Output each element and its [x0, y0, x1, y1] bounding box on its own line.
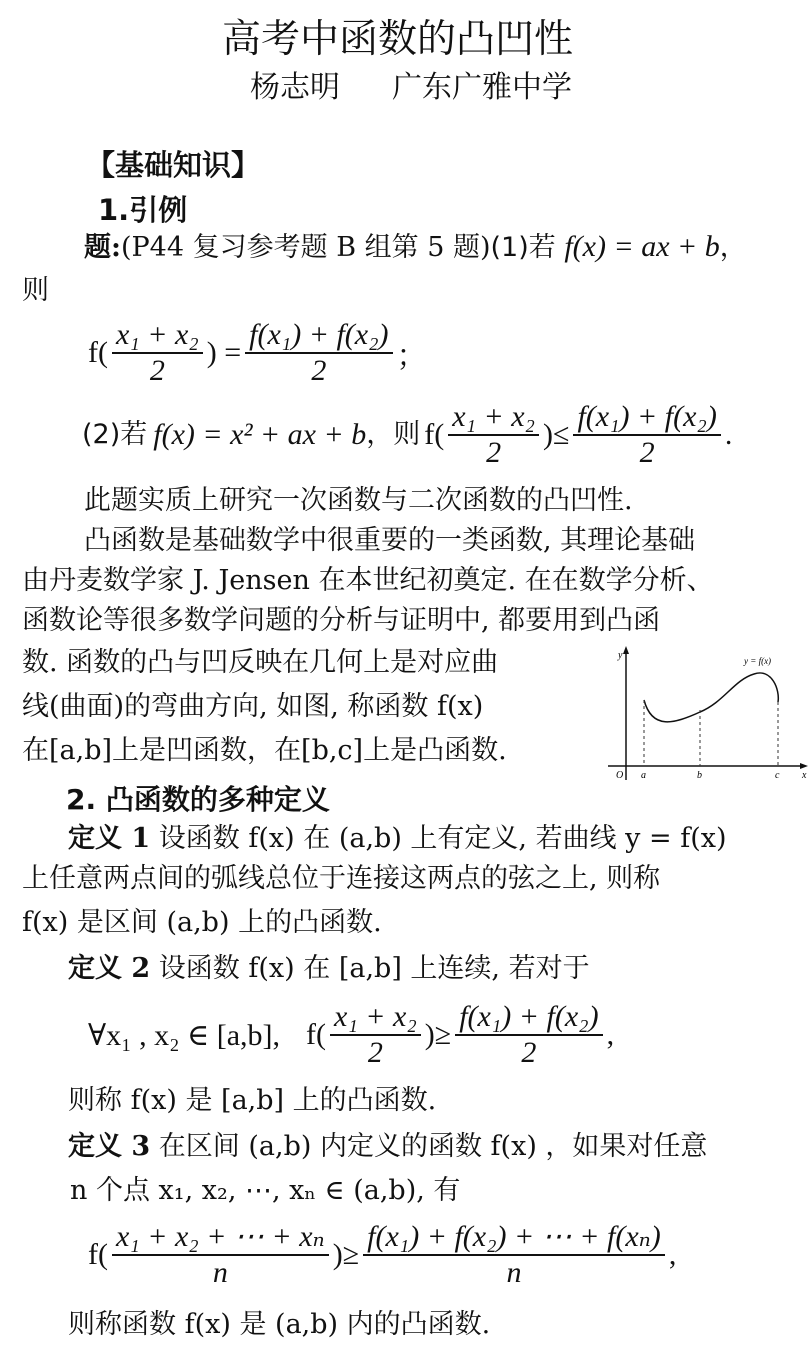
- convexity-figure: [604, 640, 810, 788]
- problem-label: 题:: [84, 232, 121, 263]
- tick-c: c: [775, 770, 780, 781]
- tick-b: b: [697, 770, 702, 781]
- problem-part2-prefix: (2)若: [82, 419, 148, 450]
- def2-inequality: ∀x₁ , x₂ ∈ [a,b], f( $\frac{\text{x₁ + x₂}}{2}$ ) ≥ $\frac{\text{f(x₁) + f(x₂)}}{2}$ ,: [88, 1000, 615, 1069]
- def2-line3: 则称 f(x) 是 [a,b] 上的凸函数.: [68, 1085, 437, 1116]
- equation-1: f( $\frac{\text{x₁ + x₂}}{2}$ ) = $\frac{\text{f(x₁) + f(x₂)}}{2}$ ；: [88, 318, 427, 387]
- def1-line3: f(x) 是区间 (a,b) 上的凸函数.: [22, 907, 382, 938]
- paragraph-summary: 此题实质上研究一次函数与二次函数的凸凹性.: [84, 485, 633, 516]
- subsection-heading-definitions: 2. 凸函数的多种定义: [66, 783, 330, 816]
- origin-label: O: [616, 770, 624, 781]
- paragraph-convex-l4: 数. 函数的凸与凹反映在几何上是对应曲: [22, 647, 499, 678]
- problem-source: (P44 复习参考题 B 组第 5 题): [120, 232, 491, 263]
- def1-line2: 上任意两点间的弧线总位于连接这两点的弦之上, 则称: [22, 863, 661, 894]
- def3-inequality: f( $\frac{\text{x₁ + x₂ + ⋯ + xₙ}}{n}$ ) ≥ $\frac{\text{f(x₁) + f(x₂) + ⋯ + f(xₙ)}}{n}$ ,: [88, 1220, 677, 1289]
- def3-line4: 则称函数 f(x) 是 (a,b) 内的凸函数.: [68, 1309, 491, 1340]
- paragraph-convex-l3: 函数论等很多数学问题的分析与证明中, 都要用到凸函: [22, 605, 661, 636]
- curve-label: y = f(x): [744, 656, 772, 666]
- problem-line: 题:(P44 复习参考题 B 组第 5 题)(1)若 f(x) = ax + b，: [84, 230, 747, 263]
- def1-line1: [68, 820, 727, 858]
- section-heading-basic: 【基础知识】: [86, 148, 261, 182]
- y-label: y: [618, 650, 623, 661]
- paragraph-convex-l1: 凸函数是基础数学中很重要的一类函数, 其理论基础: [84, 525, 696, 556]
- subsection-heading-example: 1.引例: [98, 193, 188, 227]
- def2-text1: 设函数 f(x) 在 [a,b] 上连续, 若对于: [158, 953, 590, 984]
- problem-then: 则: [22, 275, 49, 306]
- def2-label: 定义 2: [68, 953, 151, 984]
- author-name: 杨志明: [250, 70, 340, 105]
- problem-part2: [82, 400, 732, 470]
- paragraph-convex-l6: 在[a,b]上是凹函数，在[b,c]上是凸函数.: [22, 735, 507, 766]
- author-school: 广东广雅中学: [392, 70, 572, 105]
- def3-label: 定义 3: [68, 1131, 151, 1162]
- x-label: x: [802, 770, 807, 781]
- problem-part2-then: ，则: [366, 419, 421, 450]
- equation-2: f( $\frac{\text{x₁ + x₂}}{2}$ ) ≤ $\frac{\text{f(x₁) + f(x₂)}}{2}$ .: [424, 400, 733, 469]
- problem-part1-function: f(x) = ax + b: [564, 230, 720, 263]
- def1-label: 定义 1: [68, 823, 151, 854]
- document-title: 高考中函数的凸凹性: [222, 17, 574, 62]
- def2-line1: [68, 950, 590, 988]
- eq1-lhs-fraction: $\frac{\text{x₁ + x₂}}{2}$: [112, 318, 203, 388]
- paragraph-convex-l5: 线(曲面)的弯曲方向, 如图, 称函数 f(x): [22, 691, 484, 722]
- paragraph-convex-l2: 由丹麦数学家 J. Jensen 在本世纪初奠定. 在在数学分析、: [22, 565, 714, 596]
- def3-text1: 在区间 (a,b) 内定义的函数 f(x) ，如果对任意: [158, 1131, 708, 1162]
- problem-part1-prefix: (1)若: [490, 232, 556, 263]
- problem-part2-function: f(x) = x² + ax + b: [153, 418, 367, 451]
- tick-a: a: [641, 770, 646, 781]
- def1-text1: 设函数 f(x) 在 (a,b) 上有定义, 若曲线 y = f(x): [158, 823, 727, 854]
- curve: [644, 673, 778, 722]
- def3-line2: n 个点 x₁, x₂, ⋯, xₙ ∈ (a,b), 有: [70, 1175, 461, 1206]
- y-axis-arrow-icon: [623, 646, 629, 654]
- def3-line1: [68, 1128, 707, 1166]
- def2-forall: ∀x₁ , x₂ ∈ [a,b],: [88, 1018, 281, 1052]
- x-axis-arrow-icon: [800, 763, 808, 769]
- eq1-rhs-fraction: $\frac{\text{f(x₁) + f(x₂)}}{2}$: [245, 318, 392, 388]
